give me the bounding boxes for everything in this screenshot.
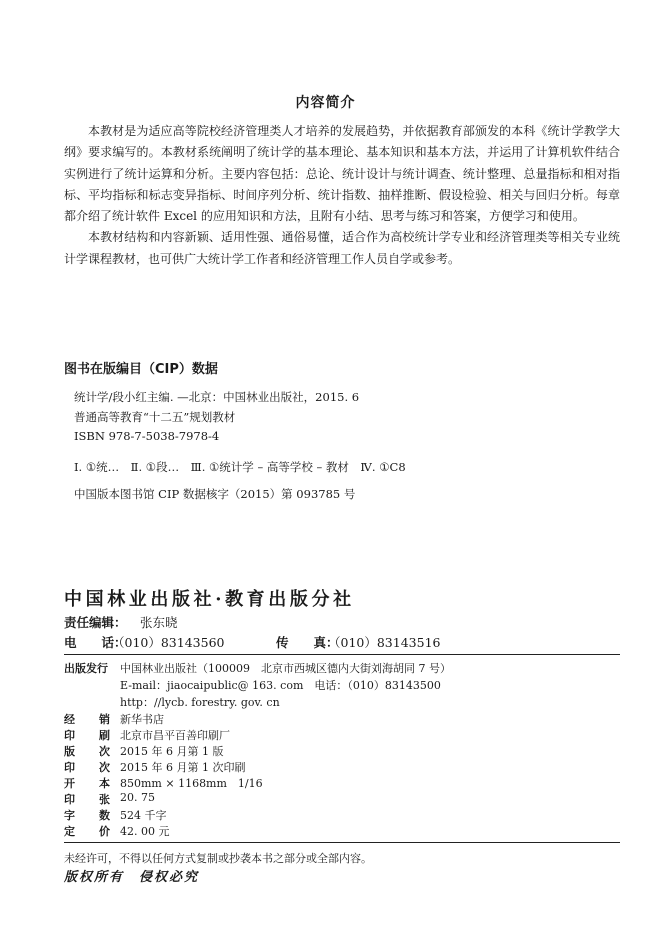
meta-value: 新华书店 — [120, 713, 164, 726]
intro-paragraph: 本教材结构和内容新颖、适用性强、通俗易懂，适合作为高校统计学专业和经济管理类等相关专业统计学课程教材，也可供广大统计学工作者和经济管理工作人员自学或参考。 — [64, 230, 620, 266]
cip-heading: 图书在版编目（CIP）数据 — [64, 362, 218, 377]
divider — [64, 842, 620, 843]
divider — [64, 654, 620, 655]
fax-label: 传 真： — [276, 635, 339, 650]
rights-reserved: 版权所有 侵权必究 — [64, 870, 200, 885]
meta-value: 42. 00 元 — [120, 825, 170, 838]
fax-value: （010）83143516 — [328, 635, 441, 650]
meta-label: 印 次 — [64, 761, 110, 774]
cip-line: 中国版本图书馆 CIP 数据核字（2015）第 093785 号 — [74, 487, 356, 501]
editor-label: 责任编辑： — [64, 615, 127, 630]
meta-value: 2015 年 6 月第 1 次印刷 — [120, 761, 246, 774]
publishing-line: 中国林业出版社（100009 北京市西城区德内大街刘海胡同 7 号） — [120, 662, 451, 675]
meta-value: 20. 75 — [120, 791, 155, 804]
publishing-label: 出版发行 — [64, 662, 108, 675]
meta-value: 524 千字 — [120, 809, 167, 822]
publishing-line: E-mail：jiaocaipublic@ 163. com 电话：（010）83143500 — [120, 679, 441, 692]
publisher-name: 中国林业出版社·教育出版分社 — [64, 589, 355, 610]
meta-value: 北京市昌平百善印刷厂 — [120, 729, 230, 742]
cip-line: 普通高等教育“十二五”规划教材 — [74, 410, 236, 424]
cip-line: 统计学/段小红主编. —北京：中国林业出版社，2015. 6 — [74, 390, 360, 404]
copyright-notice: 未经许可，不得以任何方式复制或抄袭本书之部分或全部内容。 — [64, 852, 372, 865]
meta-label: 字 数 — [64, 809, 110, 822]
meta-label: 印 刷 — [64, 729, 110, 742]
cip-line: Ⅰ. ①统… Ⅱ. ①段… Ⅲ. ①统计学 – 高等学校 – 教材 Ⅳ. ①C8 — [74, 460, 406, 474]
tel-value: （010）83143560 — [112, 635, 225, 650]
meta-label: 开 本 — [64, 777, 110, 790]
intro-paragraph: 本教材是为适应高等院校经济管理类人才培养的发展趋势，并依据教育部颁发的本科《统计学教学大纲》要求编写的。本教材系统阐明了统计学的基本理论、基本知识和基本方法，并运用了计算机软件结合实例进行了统计运算和分析。主要内容包括：总论、统计设计与统计调查、统计整理、总量指标和相对指标、平均指标和标志变异指标、时间序列分析、统计指数、抽样推断、假设检验、相关与回归分析。每章都介绍了统计软件 Excel 的应用知识和方法，且附有小结、思考与练习和答案，方便学习和使用。 — [64, 124, 620, 224]
meta-label: 定 价 — [64, 825, 110, 838]
intro-text — [64, 121, 620, 270]
tel-label: 电 话： — [64, 635, 127, 650]
page-title: 内容简介 — [295, 95, 356, 111]
meta-value: 2015 年 6 月第 1 版 — [120, 745, 224, 758]
meta-label: 印 张 — [64, 793, 110, 806]
meta-label: 经 销 — [64, 713, 110, 726]
cip-line: ISBN 978-7-5038-7978-4 — [74, 429, 220, 443]
editor-name: 张东晓 — [140, 615, 178, 630]
meta-label: 版 次 — [64, 745, 110, 758]
meta-value: 850mm × 1168mm 1/16 — [120, 777, 263, 790]
publishing-line: http：//lycb. forestry. gov. cn — [120, 696, 280, 709]
